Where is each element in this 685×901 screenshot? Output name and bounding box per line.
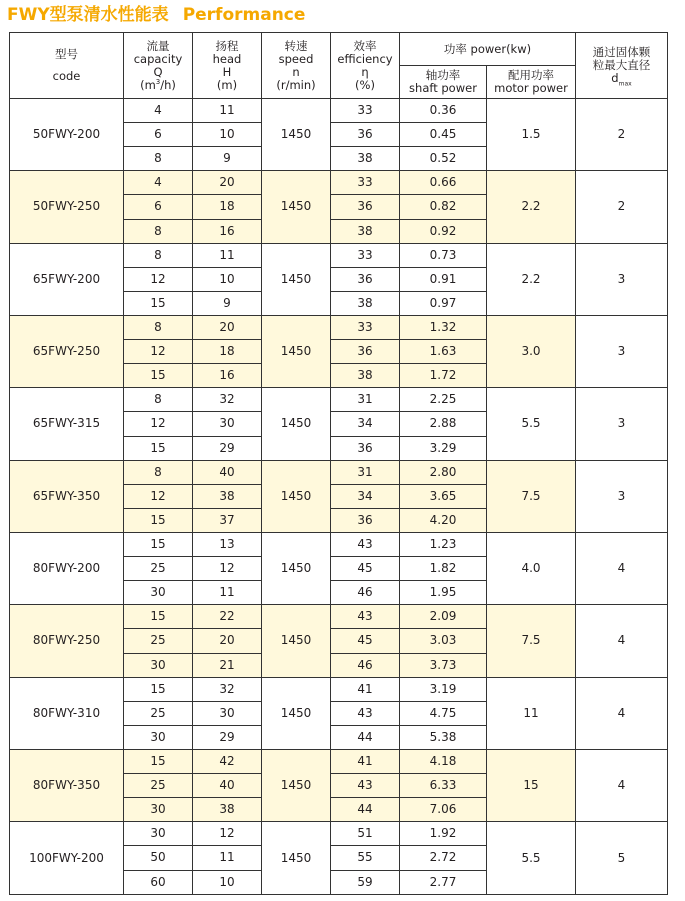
capacity-cell: 50 (124, 846, 193, 870)
shaft-power-cell: 1.32 (400, 315, 487, 339)
motor-power-cell: 4.0 (487, 532, 576, 604)
capacity-cell: 60 (124, 870, 193, 895)
efficiency-cell: 59 (331, 870, 400, 895)
efficiency-cell: 46 (331, 581, 400, 605)
efficiency-cell: 45 (331, 629, 400, 653)
model-code-cell: 80FWY-250 (10, 605, 124, 677)
capacity-cell: 12 (124, 267, 193, 291)
shaft-power-cell: 3.19 (400, 677, 487, 701)
efficiency-cell: 31 (331, 460, 400, 484)
capacity-cell: 15 (124, 677, 193, 701)
shaft-power-cell: 0.45 (400, 123, 487, 147)
max-solid-diameter-cell: 4 (576, 677, 668, 749)
efficiency-cell: 44 (331, 798, 400, 822)
header-capacity: 流量 capacity Q $(m^3/h)$ (124, 33, 193, 99)
header-power: 功率 power(kw) (400, 33, 576, 66)
table-row (10, 460, 668, 484)
shaft-power-cell: 0.73 (400, 243, 487, 267)
head-cell: 11 (193, 581, 262, 605)
capacity-cell: 30 (124, 822, 193, 846)
head-cell: 38 (193, 798, 262, 822)
head-cell: 18 (193, 195, 262, 219)
motor-power-cell: 15 (487, 749, 576, 821)
head-cell: 11 (193, 243, 262, 267)
shaft-power-cell: 3.29 (400, 436, 487, 460)
efficiency-cell: 38 (331, 291, 400, 315)
capacity-cell: 8 (124, 243, 193, 267)
efficiency-cell: 51 (331, 822, 400, 846)
max-solid-diameter-cell: 2 (576, 99, 668, 171)
header-head: 扬程 head H (m) (193, 33, 262, 99)
capacity-cell: 4 (124, 99, 193, 123)
max-solid-diameter-cell: 4 (576, 749, 668, 821)
efficiency-cell: 43 (331, 605, 400, 629)
capacity-cell: 12 (124, 484, 193, 508)
shaft-power-cell: 0.92 (400, 219, 487, 243)
head-cell: 18 (193, 340, 262, 364)
head-cell: 32 (193, 677, 262, 701)
motor-power-cell: 7.5 (487, 605, 576, 677)
motor-power-cell: 3.0 (487, 315, 576, 387)
efficiency-cell: 55 (331, 846, 400, 870)
speed-cell: 1450 (262, 99, 331, 171)
capacity-cell: 8 (124, 147, 193, 171)
efficiency-cell: 36 (331, 195, 400, 219)
table-row (10, 605, 668, 629)
motor-power-cell: 1.5 (487, 99, 576, 171)
header-shaft-power: 轴功率 shaft power (400, 66, 487, 99)
header-model: 型号 code (10, 33, 124, 99)
head-cell: 9 (193, 147, 262, 171)
model-code-cell: 100FWY-200 (10, 822, 124, 895)
head-cell: 30 (193, 701, 262, 725)
capacity-cell: 30 (124, 725, 193, 749)
shaft-power-cell: 1.92 (400, 822, 487, 846)
head-cell: 29 (193, 725, 262, 749)
head-cell: 29 (193, 436, 262, 460)
max-solid-diameter-cell: 2 (576, 171, 668, 243)
capacity-cell: 15 (124, 605, 193, 629)
speed-cell: 1450 (262, 171, 331, 243)
efficiency-cell: 33 (331, 243, 400, 267)
efficiency-cell: 36 (331, 508, 400, 532)
efficiency-cell: 34 (331, 412, 400, 436)
speed-cell: 1450 (262, 460, 331, 532)
max-solid-diameter-cell: 3 (576, 243, 668, 315)
shaft-power-cell: 4.75 (400, 701, 487, 725)
shaft-power-cell: 5.38 (400, 725, 487, 749)
performance-table (9, 32, 668, 895)
capacity-cell: 15 (124, 508, 193, 532)
efficiency-cell: 41 (331, 677, 400, 701)
head-cell: 16 (193, 219, 262, 243)
head-cell: 20 (193, 171, 262, 195)
table-row (10, 388, 668, 412)
model-code-cell: 50FWY-200 (10, 99, 124, 171)
head-cell: 21 (193, 653, 262, 677)
efficiency-cell: 41 (331, 749, 400, 773)
efficiency-cell: 36 (331, 267, 400, 291)
speed-cell: 1450 (262, 315, 331, 387)
efficiency-cell: 38 (331, 219, 400, 243)
model-code-cell: 65FWY-350 (10, 460, 124, 532)
max-solid-diameter-cell: 5 (576, 822, 668, 895)
efficiency-cell: 36 (331, 436, 400, 460)
efficiency-cell: 43 (331, 774, 400, 798)
shaft-power-cell: 6.33 (400, 774, 487, 798)
shaft-power-cell: 1.95 (400, 581, 487, 605)
speed-cell: 1450 (262, 677, 331, 749)
efficiency-cell: 43 (331, 532, 400, 556)
speed-cell: 1450 (262, 532, 331, 604)
capacity-cell: 15 (124, 436, 193, 460)
max-solid-diameter-cell: 4 (576, 532, 668, 604)
shaft-power-cell: 1.63 (400, 340, 487, 364)
table-row (10, 243, 668, 267)
efficiency-cell: 44 (331, 725, 400, 749)
header-efficiency: 效率 efficiency η (%) (331, 33, 400, 99)
head-cell: 16 (193, 364, 262, 388)
capacity-cell: 25 (124, 701, 193, 725)
capacity-cell: 25 (124, 629, 193, 653)
table-row (10, 171, 668, 195)
head-cell: 40 (193, 460, 262, 484)
table-body (10, 99, 668, 895)
table-row (10, 532, 668, 556)
speed-cell: 1450 (262, 822, 331, 895)
model-code-cell: 65FWY-250 (10, 315, 124, 387)
model-code-cell: 80FWY-350 (10, 749, 124, 821)
head-cell: 11 (193, 99, 262, 123)
motor-power-cell: 7.5 (487, 460, 576, 532)
head-cell: 22 (193, 605, 262, 629)
efficiency-cell: 34 (331, 484, 400, 508)
capacity-cell: 15 (124, 532, 193, 556)
motor-power-cell: 11 (487, 677, 576, 749)
shaft-power-cell: 2.09 (400, 605, 487, 629)
capacity-cell: 30 (124, 653, 193, 677)
head-cell: 38 (193, 484, 262, 508)
head-cell: 11 (193, 846, 262, 870)
title-english: Performance (182, 5, 306, 25)
capacity-cell: 6 (124, 195, 193, 219)
efficiency-cell: 33 (331, 171, 400, 195)
head-cell: 20 (193, 315, 262, 339)
capacity-cell: 15 (124, 364, 193, 388)
shaft-power-cell: 3.73 (400, 653, 487, 677)
model-code-cell: 80FWY-310 (10, 677, 124, 749)
efficiency-cell: 36 (331, 123, 400, 147)
table-row (10, 315, 668, 339)
capacity-cell: 8 (124, 315, 193, 339)
head-cell: 10 (193, 870, 262, 895)
head-cell: 30 (193, 412, 262, 436)
title-chinese: FWY型泵清水性能表 (7, 5, 169, 25)
shaft-power-cell: 0.52 (400, 147, 487, 171)
shaft-power-cell: 2.88 (400, 412, 487, 436)
table-row (10, 822, 668, 846)
efficiency-cell: 36 (331, 340, 400, 364)
speed-cell: 1450 (262, 605, 331, 677)
shaft-power-cell: 2.25 (400, 388, 487, 412)
shaft-power-cell: 0.36 (400, 99, 487, 123)
efficiency-cell: 45 (331, 557, 400, 581)
capacity-cell: 15 (124, 291, 193, 315)
table-row (10, 749, 668, 773)
model-code-cell: 80FWY-200 (10, 532, 124, 604)
motor-power-cell: 5.5 (487, 388, 576, 460)
shaft-power-cell: 0.82 (400, 195, 487, 219)
table-row (10, 677, 668, 701)
shaft-power-cell: 2.80 (400, 460, 487, 484)
shaft-power-cell: 2.72 (400, 846, 487, 870)
shaft-power-cell: 4.18 (400, 749, 487, 773)
model-code-cell: 50FWY-250 (10, 171, 124, 243)
capacity-cell: 8 (124, 460, 193, 484)
head-cell: 40 (193, 774, 262, 798)
model-code-cell: 65FWY-315 (10, 388, 124, 460)
head-cell: 37 (193, 508, 262, 532)
page-title (7, 2, 305, 28)
head-cell: 32 (193, 388, 262, 412)
speed-cell: 1450 (262, 243, 331, 315)
shaft-power-cell: 0.91 (400, 267, 487, 291)
shaft-power-cell: 7.06 (400, 798, 487, 822)
shaft-power-cell: 1.72 (400, 364, 487, 388)
max-solid-diameter-cell: 3 (576, 315, 668, 387)
head-cell: 13 (193, 532, 262, 556)
motor-power-cell: 2.2 (487, 243, 576, 315)
head-cell: 10 (193, 123, 262, 147)
capacity-cell: 12 (124, 412, 193, 436)
head-cell: 42 (193, 749, 262, 773)
max-solid-diameter-cell: 3 (576, 460, 668, 532)
shaft-power-cell: 1.23 (400, 532, 487, 556)
motor-power-cell: 2.2 (487, 171, 576, 243)
max-solid-diameter-cell: 4 (576, 605, 668, 677)
shaft-power-cell: 0.66 (400, 171, 487, 195)
table-row (10, 99, 668, 123)
model-code-cell: 65FWY-200 (10, 243, 124, 315)
efficiency-cell: 38 (331, 364, 400, 388)
capacity-cell: 12 (124, 340, 193, 364)
efficiency-cell: 31 (331, 388, 400, 412)
shaft-power-cell: 0.97 (400, 291, 487, 315)
capacity-cell: 8 (124, 219, 193, 243)
shaft-power-cell: 2.77 (400, 870, 487, 895)
head-cell: 12 (193, 557, 262, 581)
motor-power-cell: 5.5 (487, 822, 576, 895)
head-cell: 9 (193, 291, 262, 315)
head-cell: 12 (193, 822, 262, 846)
efficiency-cell: 38 (331, 147, 400, 171)
efficiency-cell: 33 (331, 315, 400, 339)
header-speed: 转速 speed n (r/min) (262, 33, 331, 99)
speed-cell: 1450 (262, 749, 331, 821)
efficiency-cell: 43 (331, 701, 400, 725)
capacity-cell: 25 (124, 774, 193, 798)
head-cell: 10 (193, 267, 262, 291)
capacity-cell: 25 (124, 557, 193, 581)
header-solid-diameter: 通过固体颗 粒最大直径 $d_{max}$ (576, 33, 668, 99)
shaft-power-cell: 4.20 (400, 508, 487, 532)
header-motor-power: 配用功率 motor power (487, 66, 576, 99)
head-cell: 20 (193, 629, 262, 653)
shaft-power-cell: 1.82 (400, 557, 487, 581)
capacity-cell: 30 (124, 798, 193, 822)
max-solid-diameter-cell: 3 (576, 388, 668, 460)
efficiency-cell: 33 (331, 99, 400, 123)
efficiency-cell: 46 (331, 653, 400, 677)
shaft-power-cell: 3.65 (400, 484, 487, 508)
shaft-power-cell: 3.03 (400, 629, 487, 653)
capacity-cell: 4 (124, 171, 193, 195)
capacity-cell: 30 (124, 581, 193, 605)
speed-cell: 1450 (262, 388, 331, 460)
capacity-cell: 6 (124, 123, 193, 147)
capacity-cell: 15 (124, 749, 193, 773)
capacity-cell: 8 (124, 388, 193, 412)
